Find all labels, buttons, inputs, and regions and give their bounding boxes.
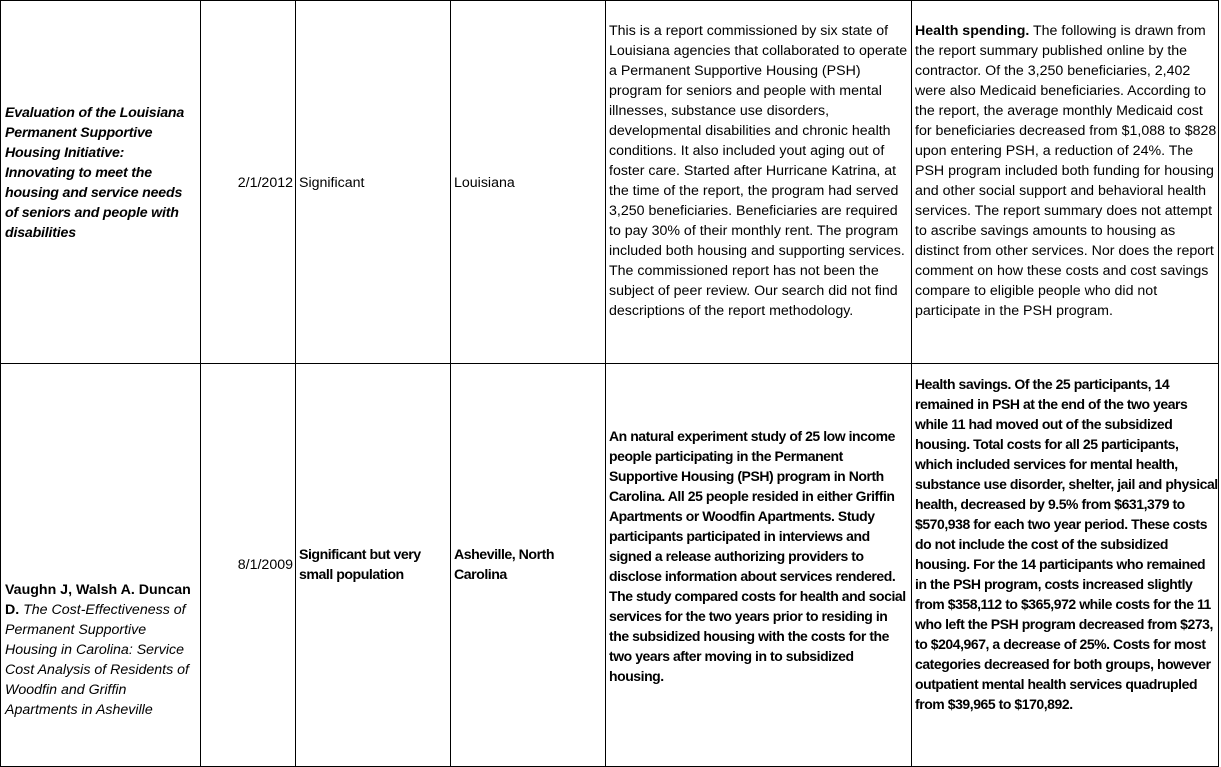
study-findings — [915, 21, 1218, 321]
title-cell[interactable] — [0, 364, 201, 767]
findings-text: The following is drawn from the report summary published online by the contractor. Of the 3,250 beneficiaries, 2,402 were also Medicaid beneficiaries. According to the report, the average monthly Medicaid cost for beneficiaries decreased from $1,088 to $828 upon entering PSH, a reduction of 24%. The PSH program included both funding for housing and other social support and behavioral health services. The report summary does not attempt to ascribe savings amounts to housing as distinct from other services. Nor does the report comment on how these costs and cost savings compare to eligible people who did not participate in the PSH program. — [915, 23, 1217, 319]
date-cell[interactable] — [201, 364, 296, 767]
study-title: The Cost-Effectiveness of Permanent Supportive Housing in Carolina: Service Cost Analysis of Residents of Woodfin and Griffin Apartments in Asheville — [5, 602, 189, 718]
study-description: This is a report commissioned by six state of Louisiana agencies that collaborated to operate a Permanent Supportive Housing (PSH) program for seniors and people with mental illnesses, substance use disorders, developmental disabilities and chronic health conditions. It also included yout aging out of foster care. Started after Hurricane Katrina, at the time of the report, the program had served 3,250 beneficiaries. Beneficiaries are required to pay 30% of their monthly rent. The program included both housing and supporting services. The commissioned report has not been the subject of peer review. Our search did not find descriptions of the report methodology. — [609, 23, 908, 319]
study-citation — [5, 580, 195, 720]
table-row[interactable] — [0, 0, 1221, 364]
location-cell[interactable] — [451, 0, 606, 364]
study-title: Evaluation of the Louisiana Permanent Supportive Housing Initiative: Innovating to meet the housing and service needs of seniors and people with disabilities — [5, 105, 185, 241]
description-cell[interactable] — [606, 364, 912, 767]
title-cell[interactable] — [0, 0, 201, 364]
description-cell[interactable] — [606, 0, 912, 364]
rigor-cell[interactable] — [296, 364, 451, 767]
study-location: Asheville, North Carolina — [454, 547, 555, 583]
location-cell[interactable] — [451, 364, 606, 767]
study-date: 2/1/2012 — [237, 175, 293, 191]
study-location: Louisiana — [454, 175, 515, 191]
study-authors: Vaughn J, Walsh A. Duncan D. — [5, 582, 191, 618]
rigor-cell[interactable] — [296, 0, 451, 364]
study-date: 8/1/2009 — [237, 557, 293, 573]
table-row[interactable] — [0, 364, 1221, 767]
findings-label: Health savings. — [915, 376, 1011, 392]
date-cell[interactable] — [201, 0, 296, 364]
findings-text: Of the 25 participants, 14 remained in PSH at the end of the two years while 11 had moved out of the subsidized housing. Total costs for all 25 participants, which included services for mental health, substance use disorder, shelter, jail and physical health, decreased by 9.5% from $631,379 to $570,938 for each two year period. These costs do not include the cost of the subsidized housing. For the 14 participants who remained in the PSH program, costs increased slightly from $358,112 to $365,972 while costs for the 11 who left the PSH program decreased from $273, to $204,967, a decrease of 25%. Costs for most categories decreased for both groups, however outpatient mental health services quadrupled from $39,965 to $170,892. — [915, 376, 1218, 712]
study-rigor: Significant but very small population — [299, 547, 421, 583]
study-rigor: Significant — [299, 175, 365, 191]
findings-label: Health spending. — [915, 23, 1030, 39]
study-description: An natural experiment study of 25 low income people participating in the Permanent Supportive Housing (PSH) program in North Carolina. All 25 people resided in either Griffin Apartments or Woodfin Apartments. Study participants participated in interviews and signed a release authorizing providers to disclose information about services rendered. The study compared costs for health and social services for the two years prior to residing in the subsidized housing with the costs for the two years after moving in to subsidized housing. — [609, 428, 906, 684]
findings-cell[interactable] — [912, 0, 1219, 364]
findings-cell[interactable] — [912, 364, 1219, 767]
study-findings — [915, 374, 1218, 714]
